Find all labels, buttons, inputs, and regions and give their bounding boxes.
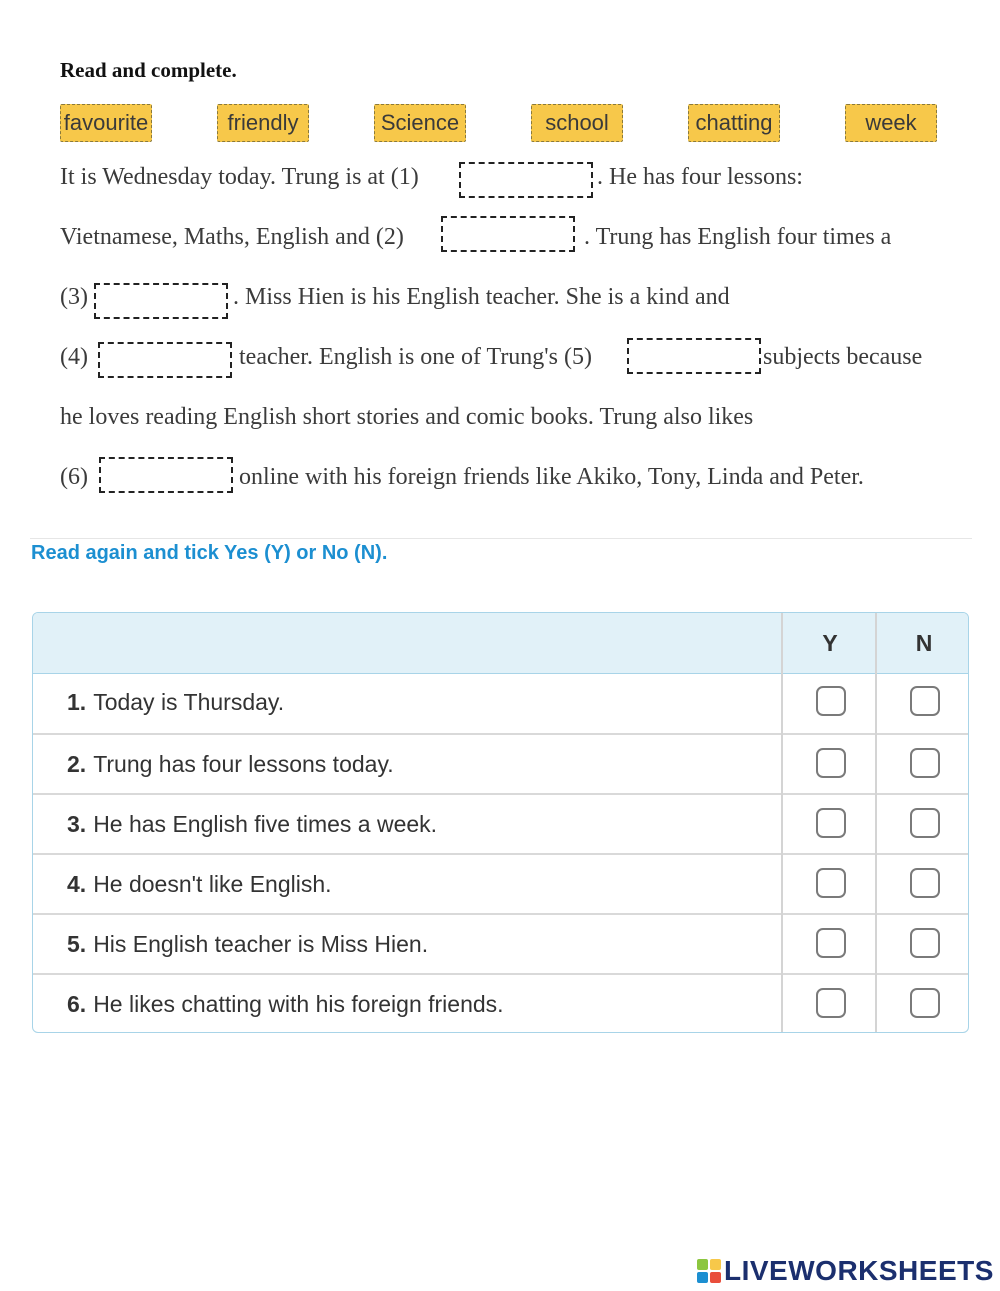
statement-number: 2. [67,750,87,777]
checkbox-yes-3[interactable] [816,808,846,838]
word-chip-friendly[interactable]: friendly [217,104,309,142]
passage-line-2a: Vietnamese, Maths, English and (2) [60,224,404,250]
table-row [33,973,968,1033]
table-header [33,613,968,674]
passage-line-4c: subjects because [763,344,923,370]
passage-line-4a: (4) [60,344,88,370]
table-row [33,793,968,853]
word-chip-week[interactable]: week [845,104,937,142]
section2-title: Read again and tick Yes (Y) or No (N). [31,542,388,564]
statement [67,855,332,913]
statement-number: 1. [67,688,87,715]
checkbox-no-6[interactable] [910,988,940,1018]
table-row [33,733,968,793]
statement-text: He likes chatting with his foreign friends. [93,990,504,1017]
checkbox-no-2[interactable] [910,748,940,778]
statement-text: He doesn't like English. [93,870,332,897]
statement [67,673,284,731]
statement-number: 6. [67,990,87,1017]
word-chip-science[interactable]: Science [374,104,466,142]
column-header-y: Y [822,629,838,656]
blank-4-input[interactable] [98,342,232,378]
checkbox-yes-6[interactable] [816,988,846,1018]
column-header-n: N [915,629,933,656]
statement-text: Trung has four lessons today. [93,750,394,777]
blank-5-input[interactable] [627,338,761,374]
passage-line-4b: teacher. English is one of Trung's (5) [239,344,592,370]
instruction-title: Read and complete. [60,58,237,82]
statement [67,975,504,1033]
statement [67,915,428,973]
checkbox-no-1[interactable] [910,686,940,716]
passage-line-5: he loves reading English short stories and comic books. Trung also likes [60,404,754,430]
section-divider [30,538,972,539]
table-row [33,673,968,733]
logo-blocks-icon [697,1259,721,1283]
statement-number: 3. [67,810,87,837]
word-chip-chatting[interactable]: chatting [688,104,780,142]
passage-line-1b: . He has four lessons: [597,164,803,190]
statement-number: 5. [67,930,87,957]
checkbox-yes-1[interactable] [816,686,846,716]
checkbox-no-3[interactable] [910,808,940,838]
table-row [33,853,968,913]
statement [67,795,437,853]
brand-name: LIVEWORKSHEETS [724,1255,994,1286]
passage-line-6b: online with his foreign friends like Akiko, Tony, Linda and Peter. [239,464,864,490]
table-row [33,913,968,973]
checkbox-yes-2[interactable] [816,748,846,778]
statement-text: He has English five times a week. [93,810,438,837]
checkbox-no-5[interactable] [910,928,940,958]
passage-line-2b: . Trung has English four times a [584,224,892,250]
statement-number: 4. [67,870,87,897]
checkbox-yes-5[interactable] [816,928,846,958]
checkbox-yes-4[interactable] [816,868,846,898]
column-divider [781,613,783,1032]
passage-line-6a: (6) [60,464,88,490]
passage-line-1a: It is Wednesday today. Trung is at (1) [60,164,419,190]
blank-6-input[interactable] [99,457,233,493]
word-chip-favourite[interactable]: favourite [60,104,152,142]
column-divider [875,613,877,1032]
blank-2-input[interactable] [441,216,575,252]
liveworksheets-logo [697,1255,994,1287]
statement-text: His English teacher is Miss Hien. [93,930,429,957]
blank-1-input[interactable] [459,162,593,198]
yes-no-table [32,612,969,1033]
statement [67,735,394,793]
statement-text: Today is Thursday. [93,688,285,715]
checkbox-no-4[interactable] [910,868,940,898]
passage-line-3a: (3) [60,284,88,310]
passage-line-3b: . Miss Hien is his English teacher. She is a kind and [233,284,730,310]
blank-3-input[interactable] [94,283,228,319]
word-chip-school[interactable]: school [531,104,623,142]
